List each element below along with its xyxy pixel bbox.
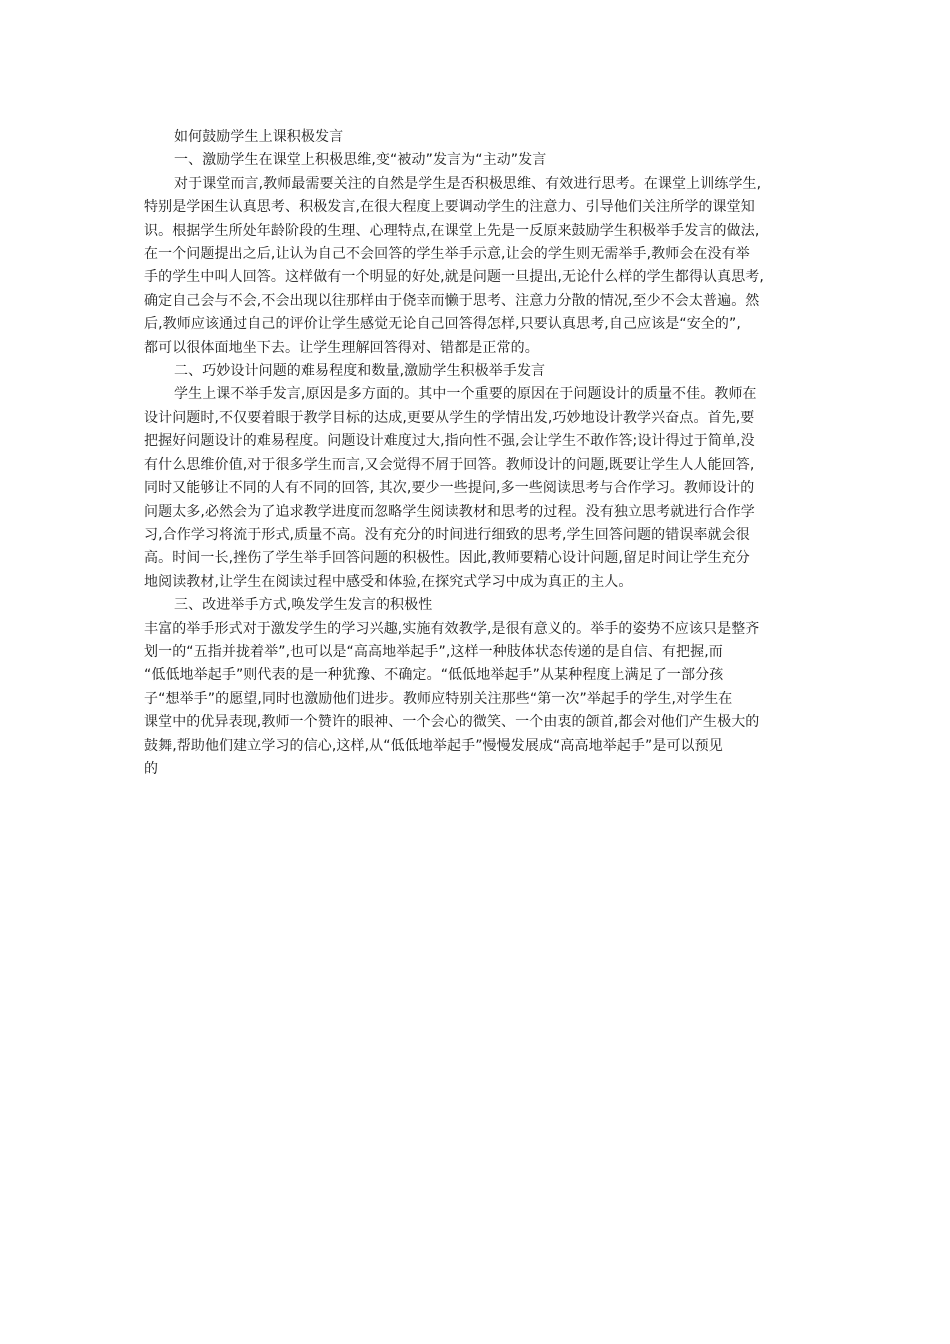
paragraph-line: 都可以很体面地坐下去。让学生理解回答得对、错都是正常的。: [144, 339, 539, 356]
paragraph-line: 高。时间一长,挫伤了学生举手回答问题的积极性。因此,教师要精心设计问题,留足时间让学生充分: [144, 550, 750, 567]
section-2-paragraph: [144, 383, 808, 594]
paragraph-line: 丰富的举手形式对于激发学生的学习兴趣,实施有效教学,是很有意义的。举手的姿势不应该只是整齐: [144, 620, 760, 637]
document-title: 如何鼓励学生上课积极发言: [174, 129, 344, 145]
paragraph-line: 手的学生中叫人回答。这样做有一个明显的好处,就是问题一旦提出,无论什么样的学生都得认真思考,: [144, 269, 764, 286]
paragraph-line: 课堂中的优异表现,教师一个赞许的眼神、一个会心的微笑、一个由衷的颌首,都会对他们产生极大的: [144, 714, 760, 731]
section-1-paragraph: [144, 173, 808, 360]
paragraph-line: 特别是学困生认真思考、积极发言,在很大程度上要调动学生的注意力、引导他们关注所学的课堂知: [144, 199, 755, 216]
paragraph-line: 学生上课不举手发言,原因是多方面的。其中一个重要的原因在于问题设计的质量不佳。教师在: [174, 386, 757, 403]
section-3-paragraph: [144, 618, 808, 782]
paragraph-line: 确定自己会与不会,不会出现以往那样由于侥幸而懒于思考、注意力分散的情况,至少不会太普遍。然: [144, 292, 760, 309]
paragraph-line: “低低地举起手”则代表的是一种犹豫、不确定。“低低地举起手”从某种程度上满足了一部分孩: [144, 667, 724, 684]
section-1-heading: 一、激励学生在课堂上积极思维,变“被动”发言为“主动”发言: [174, 152, 547, 169]
paragraph-line: 有什么思维价值,对于很多学生而言,又会觉得不屑于回答。教师设计的问题,既要让学生人人能回答,: [144, 456, 755, 473]
paragraph-line: 问题太多,必然会为了追求教学进度而忽略学生阅读教材和思考的过程。没有独立思考就进行合作学: [144, 503, 755, 520]
paragraph-line: 的: [144, 760, 159, 777]
paragraph-line: 在一个问题提出之后,让认为自己不会回答的学生举手示意,让会的学生则无需举手,教师会在没有举: [144, 246, 750, 263]
paragraph-line: 习,合作学习将流于形式,质量不高。没有充分的时间进行细致的思考,学生回答问题的错误率就会很: [144, 526, 750, 543]
document-body: [144, 126, 808, 781]
section-2-heading: 二、巧妙设计问题的难易程度和数量,激励学生积极举手发言: [174, 363, 546, 380]
paragraph-line: 地阅读教材,让学生在阅读过程中感受和体验,在探究式学习中成为真正的主人。: [144, 573, 633, 590]
paragraph-line: 后,教师应该通过自己的评价让学生感觉无论自己回答得怎样,只要认真思考,自己应该是“安全的”,: [144, 316, 741, 333]
section-3-heading: 三、改进举手方式,唤发学生发言的积极性: [174, 597, 433, 614]
paragraph-line: 识。根据学生所处年龄阶段的生理、心理特点,在课堂上先是一反原来鼓励学生积极举手发言的做法,: [144, 222, 760, 239]
paragraph-line: 对于课堂而言,教师最需要关注的自然是学生是否积极思维、有效进行思考。在课堂上训练学生,: [174, 175, 762, 192]
paragraph-line: 设计问题时,不仅要着眼于教学目标的达成,更要从学生的学情出发,巧妙地设计教学兴奋点。首先,要: [144, 409, 755, 426]
paragraph-line: 子“想举手”的愿望,同时也激励他们进步。教师应特别关注那些“第一次”举起手的学生,对学生在: [144, 690, 733, 707]
paragraph-line: 鼓舞,帮助他们建立学习的信心,这样,从“低低地举起手”慢慢发展成“高高地举起手”是可以预见: [144, 737, 723, 754]
paragraph-line: 划一的“五指并拢着举”,也可以是“高高地举起手”,这样一种肢体状态传递的是自信、有把握,而: [144, 643, 723, 660]
paragraph-line: 把握好问题设计的难易程度。问题设计难度过大,指向性不强,会让学生不敢作答;设计得过于简单,没: [144, 433, 755, 450]
paragraph-line: 同时又能够让不同的人有不同的回答, 其次,要少一些提问,多一些阅读思考与合作学习。教师设计的: [144, 480, 755, 497]
